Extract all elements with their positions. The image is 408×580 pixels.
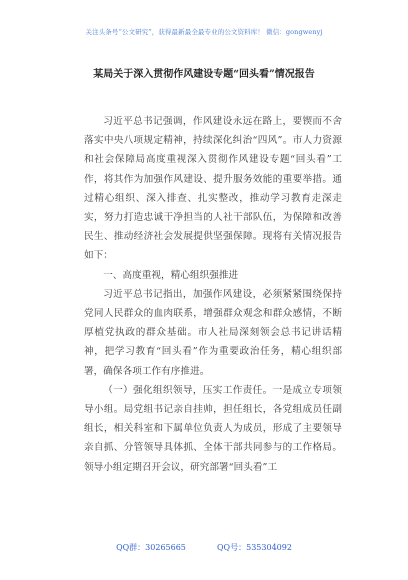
footer-contact (0, 542, 408, 553)
intro-paragraph: 习近平总书记强调，作风建设永远在路上，要锲而不舍落实中央八项规定精神，持续深化纠治“四风”。市人力资源和社会保障局高度重视深入贯彻作风建设专题“回头看”工作，将其作为加强作风建设、提升服务效能的重要举措。通过精心组织、深入排查、扎实整改，推动学习教育走深走实，努力打造忠诚干净担当的人社干部队伍，为保障和改善民生、推动经济社会发展提供坚强保障。现将有关情况报告如下： (84, 116, 342, 262)
document-body (84, 112, 342, 477)
section-heading-1: 一、高度重视，精心组织强推进 (103, 269, 239, 281)
section-1-paragraph: 习近平总书记指出，加强作风建设，必须紧紧围绕保持党同人民群众的血肉联系，增强群众观念和群众感情，不断厚植党执政的群众基础。市人社局深刻领会总书记讲话精神，把学习教育“回头看”作为重要政治任务，精心组织部署，确保各项工作有序推进。 (84, 288, 342, 377)
header-promo-note: 关注头条号“公文研究”，获得最新最全最专业的公文资料库！ 微信：gongwenyj (85, 28, 323, 36)
qq-number: QQ号：535304092 (217, 543, 292, 552)
qq-group-number: QQ群：30265665 (116, 543, 186, 552)
subsection-1-paragraph: （一）强化组织领导，压实工作责任。一是成立专项领导小组。局党组书记亲自挂帅，担任组长，各党组成员任副组长，相关科室和下属单位负责人为成员，形成了主要领导亲自抓、分管领导具体抓、全体干部共同参与的工作格局。领导小组定期召开会议，研究部署“回头看”工 (84, 384, 342, 473)
document-title: 某局关于深入贯彻作风建设专题“回头看”情况报告 (93, 69, 315, 80)
